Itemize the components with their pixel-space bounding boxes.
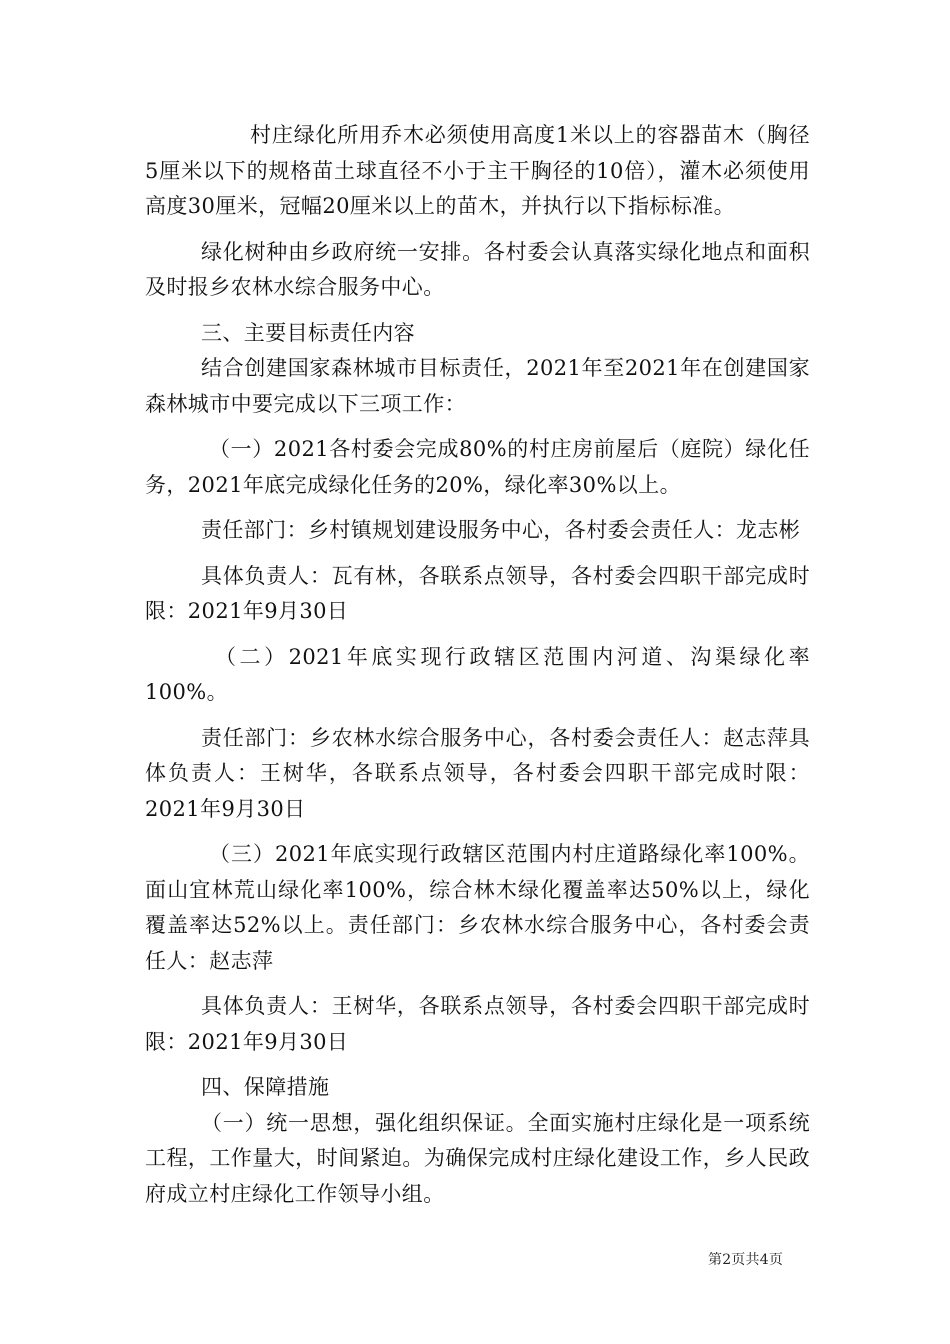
paragraph-gap [145,549,810,559]
paragraph-task-two-department: 责任部门：乡农林水综合服务中心，各村委会责任人：赵志萍具体负责人：王树华，各联系点领导，各村委会四职干部完成时限：2021年9月30日 [145,725,810,821]
section-heading-main-goals: 三、主要目标责任内容 [201,320,415,345]
paragraph-gap [145,225,810,235]
page-number-footer: 第2页共4页 [708,1252,784,1268]
paragraph-safeguard-one: （一）统一思想，强化组织保证。全面实施村庄绿化是一项系统工程，工作量大，时间紧迫。为确保完成村庄绿化建设工作，乡人民政府成立村庄绿化工作领导小组。 [145,1110,810,1206]
paragraph-task-one: （一）2021各村委会完成80%的村庄房前屋后（庭院）绿化任务，2021年底完成绿化任务的20%，绿化率30%以上。 [145,437,810,497]
paragraph-gap [145,422,810,432]
paragraph-task-three: （三）2021年底实现行政辖区范围内村庄道路绿化率100%。面山宜林荒山绿化率100%，综合林木绿化覆盖率达50%以上，绿化覆盖率达52%以上。责任部门：乡农林水综合服务中心，各村委会责任人：赵志萍 [145,842,810,973]
paragraph-gap [145,306,810,316]
section-heading-safeguards: 四、保障措施 [201,1075,330,1099]
paragraph-goals-intro: 结合创建国家森林城市目标责任，2021年至2021年在创建国家森林城市中要完成以下三项工作： [145,356,810,416]
paragraph-tree-requirements: 村庄绿化所用乔木必须使用高度1米以上的容器苗木（胸径5厘米以下的规格苗土球直径不小于主干胸径的10倍），灌木必须使用高度30厘米，冠幅20厘米以上的苗木，并执行以下指标标准。 [145,123,810,218]
paragraph-gap [145,630,810,640]
document-body [145,118,810,1212]
paragraph-task-three-owner: 具体负责人：王树华，各联系点领导，各村委会四职干部完成时限：2021年9月30日 [145,994,810,1054]
paragraph-gap [145,711,810,721]
paragraph-gap [145,827,810,837]
paragraph-task-two: （二）2021年底实现行政辖区范围内河道、沟渠绿化率100%。 [145,644,810,704]
paragraph-tree-species: 绿化树种由乡政府统一安排。各村委会认真落实绿化地点和面积及时报乡农林水综合服务中心。 [145,239,810,299]
paragraph-gap [145,979,810,989]
paragraph-gap [145,503,810,513]
paragraph-gap [145,1060,810,1070]
paragraph-task-one-department: 责任部门：乡村镇规划建设服务中心，各村委会责任人：龙志彬 [201,518,801,542]
paragraph-task-one-owner: 具体负责人：瓦有林，各联系点领导，各村委会四职干部完成时限：2021年9月30日 [145,563,810,623]
